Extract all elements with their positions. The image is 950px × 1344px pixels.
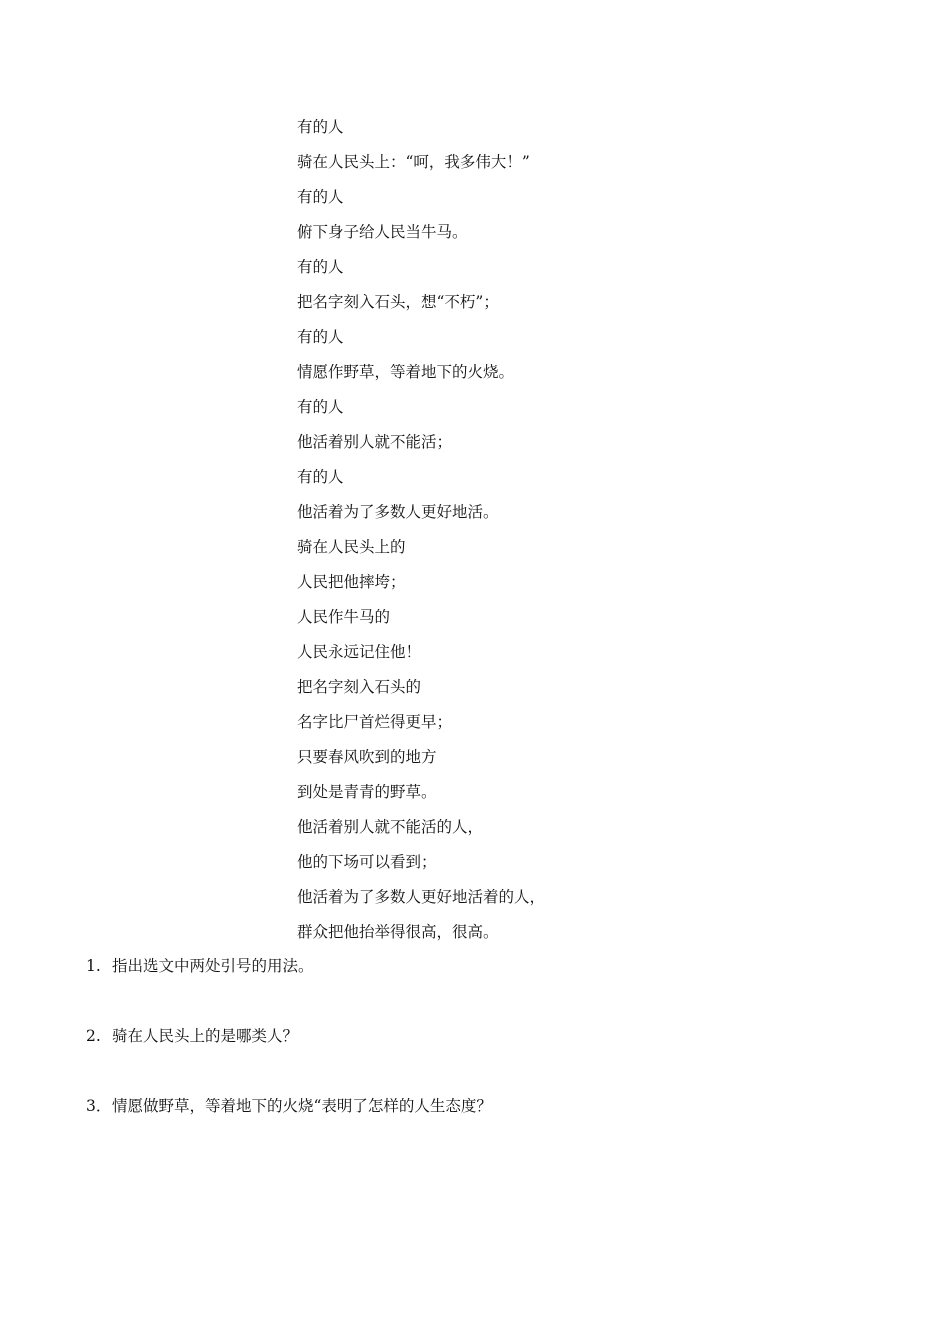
poem-line: 骑在人民头上的: [297, 538, 406, 556]
poem-line: 有的人: [297, 118, 344, 136]
question-text: 骑在人民头上的是哪类人？: [112, 1027, 299, 1045]
poem-line: 有的人: [297, 188, 344, 206]
question-text: 指出选文中两处引号的用法。: [112, 957, 314, 975]
poem-line: 有的人: [297, 468, 344, 486]
question-number: 3．: [86, 1097, 112, 1115]
poem-line: 有的人: [297, 258, 344, 276]
question-text: 情愿做野草，等着地下的火烧“表明了怎样的人生态度？: [112, 1097, 492, 1115]
poem-line: 名字比尸首烂得更早；: [297, 713, 453, 731]
poem-line: 有的人: [297, 328, 344, 346]
question-list: [86, 952, 492, 1162]
poem-line: 只要春风吹到的地方: [297, 748, 437, 766]
poem-line: 他活着为了多数人更好地活。: [297, 503, 499, 521]
question-3: [86, 1092, 492, 1162]
question-2: [86, 1022, 492, 1092]
question-number: 1.: [86, 957, 101, 975]
poem-line: 骑在人民头上：“呵，我多伟大！”: [297, 153, 530, 171]
poem-line: 他活着别人就不能活；: [297, 433, 453, 451]
poem-line: 人民作牛马的: [297, 608, 391, 626]
poem-line: 他活着别人就不能活的人，: [297, 818, 484, 836]
question-number: 2.: [86, 1027, 101, 1045]
question-1: [86, 952, 492, 1022]
poem-line: 他的下场可以看到；: [297, 853, 437, 871]
poem-line: 群众把他抬举得很高，很高。: [297, 923, 499, 941]
poem-line: 人民永远记住他！: [297, 643, 422, 661]
poem-line: 人民把他摔垮；: [297, 573, 406, 591]
poem-line: 情愿作野草，等着地下的火烧。: [297, 363, 515, 381]
poem: [297, 113, 545, 953]
poem-line: 俯下身子给人民当牛马。: [297, 223, 468, 241]
poem-line: 他活着为了多数人更好地活着的人，: [297, 888, 546, 906]
poem-line: 有的人: [297, 398, 344, 416]
poem-line: 把名字刻入石头的: [297, 678, 422, 696]
poem-line: 到处是青青的野草。: [297, 783, 437, 801]
poem-line: 把名字刻入石头，想“不朽”；: [297, 293, 499, 311]
